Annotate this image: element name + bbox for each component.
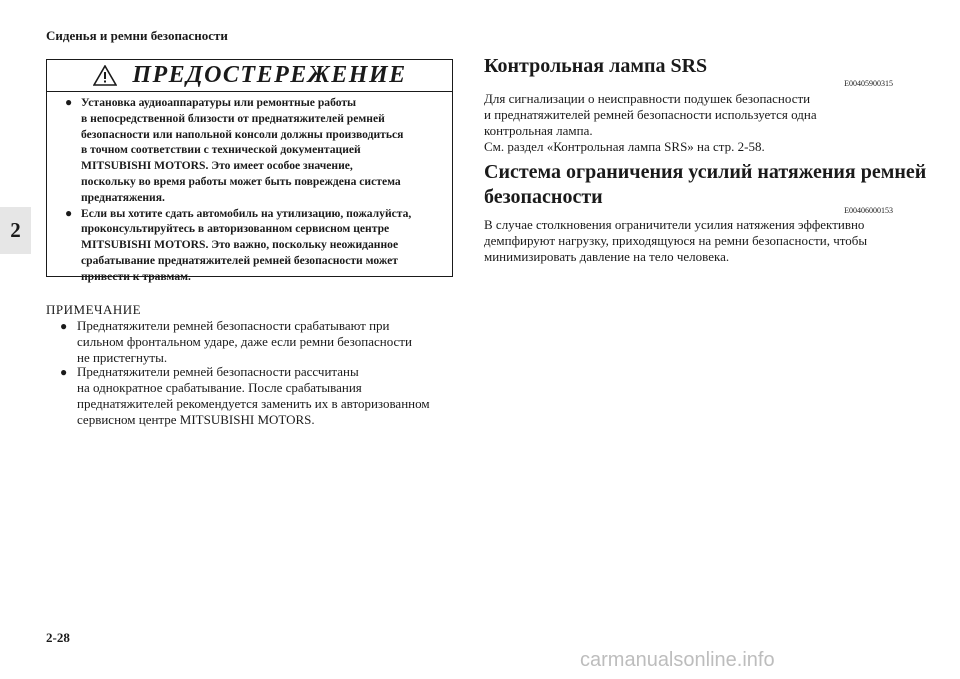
warning-title: ПРЕДОСТЕРЕЖЕНИЕ: [132, 62, 407, 88]
chapter-tab: 2: [0, 207, 31, 254]
warning-line: в точном соответствии с технической документацией: [81, 143, 361, 157]
warning-line: безопасности или напольной консоли должны производиться: [81, 127, 404, 141]
limiter-line: демпфируют нагрузку, приходящуюся на ремни безопасности, чтобы: [484, 233, 868, 248]
page-number: 2-28: [46, 630, 70, 645]
srs-line: Для сигнализации о неисправности подушек безопасности: [484, 91, 811, 106]
note-item: [60, 364, 430, 428]
srs-section-text: [484, 91, 817, 155]
note-line: не пристегнуты.: [77, 350, 168, 365]
note-line: на однократное срабатывание. После срабатывания: [77, 380, 362, 395]
limiter-section-title: [484, 160, 926, 210]
warning-line: Установка аудиоаппаратуры или ремонтные работы: [81, 96, 357, 109]
srs-section-code: E00405900315: [844, 79, 893, 88]
note-line: сильном фронтальном ударе, даже если ремни безопасности: [77, 334, 412, 349]
warning-line: MITSUBISHI MOTORS. Это важно, поскольку неожиданное: [81, 238, 399, 252]
note-line: Преднатяжители ремней безопасности срабатывают при: [77, 318, 390, 333]
warning-item: [47, 206, 452, 285]
limiter-line: В случае столкновения ограничители усилия натяжения эффективно: [484, 217, 865, 232]
bullet-icon: ●: [60, 365, 68, 379]
warning-line: MITSUBISHI MOTORS. Это имеет особое значение,: [81, 159, 353, 173]
warning-line: проконсультируйтесь в авторизованном сервисном центре: [81, 222, 390, 236]
limiter-title-line: Система ограничения усилий натяжения ремней: [484, 161, 927, 183]
note-item: [60, 318, 412, 366]
limiter-line: минимизировать давление на тело человека.: [484, 249, 730, 264]
warning-line: Если вы хотите сдать автомобиль на утилизацию, пожалуйста,: [81, 206, 412, 220]
bullet-icon: ●: [60, 319, 68, 333]
warning-item: [47, 95, 452, 206]
warning-box: [46, 59, 453, 283]
warning-line: привести к травмам.: [81, 269, 191, 283]
srs-section-title: Контрольная лампа SRS: [484, 55, 708, 77]
warning-line: в непосредственной близости от преднатяжителей ремней: [81, 111, 385, 125]
srs-line: и преднатяжителей ремней безопасности используется одна: [484, 107, 817, 122]
page-header-title: Сиденья и ремни безопасности: [46, 28, 228, 43]
limiter-section-code: E00406000153: [844, 206, 893, 215]
bullet-icon: ●: [65, 95, 73, 109]
warning-triangle-icon: [93, 65, 117, 86]
warning-line: поскольку во время работы может быть повреждена система: [81, 174, 401, 188]
note-line: Преднатяжители ремней безопасности рассчитаны: [77, 364, 359, 379]
warning-header: [47, 60, 452, 92]
watermark: carmanualsonline.info: [580, 649, 775, 671]
warning-line: срабатывание преднатяжителей ремней безопасности может: [81, 253, 398, 267]
warning-line: преднатяжения.: [81, 190, 165, 204]
limiter-title-line: безопасности: [484, 186, 603, 208]
limiter-section-text: [484, 217, 867, 265]
srs-line: См. раздел «Контрольная лампа SRS» на стр. 2-58.: [484, 139, 765, 154]
note-line: сервисном центре MITSUBISHI MOTORS.: [77, 412, 315, 427]
srs-line: контрольная лампа.: [484, 123, 593, 138]
bullet-icon: ●: [65, 205, 73, 220]
note-label: ПРИМЕЧАНИЕ: [46, 302, 142, 317]
note-line: преднатяжителей рекомендуется заменить их в авторизованном: [77, 396, 430, 411]
